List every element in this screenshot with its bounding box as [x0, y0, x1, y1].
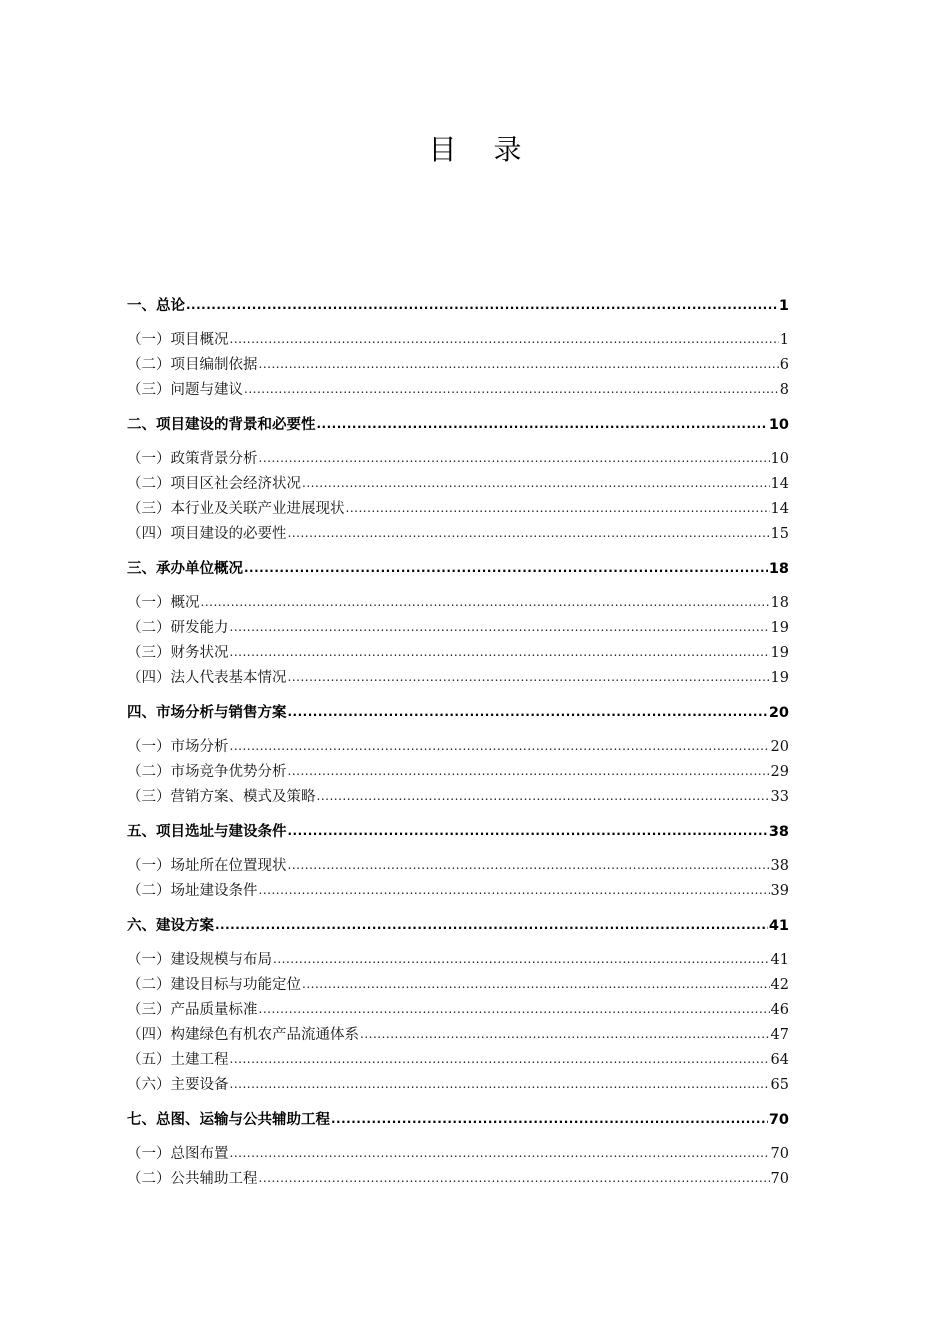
toc-leader-dots: [288, 865, 770, 880]
toc-section-label: （二）研发能力: [127, 620, 229, 636]
toc-section-entry[interactable]: [127, 472, 789, 497]
toc-leader-dots: [346, 508, 770, 523]
toc-section-label: （一）市场分析: [127, 739, 229, 755]
toc-page-number: 41: [768, 918, 789, 934]
toc-leader-dots: [360, 1034, 770, 1049]
toc-leader-dots: [317, 796, 770, 811]
toc-chapter-label: 五、项目选址与建设条件: [127, 824, 287, 840]
toc-page-number: 70: [770, 1146, 789, 1162]
toc-leader-dots: [259, 890, 770, 905]
toc-section-entry[interactable]: [127, 328, 789, 353]
toc-chapter-entry[interactable]: [127, 914, 789, 938]
toc-section-label: （五）土建工程: [127, 1052, 229, 1068]
toc-section-label: （六）主要设备: [127, 1077, 229, 1093]
toc-section-label: （三）问题与建议: [127, 382, 243, 398]
toc-page-number: 20: [770, 739, 789, 755]
toc-section-entry[interactable]: [127, 591, 789, 616]
toc-leader-dots: [259, 458, 770, 473]
toc-chapter-label: 四、市场分析与销售方案: [127, 705, 287, 721]
toc-chapter-label: 六、建设方案: [127, 918, 214, 934]
toc-page-number: 38: [770, 858, 789, 874]
toc-page-number: 1: [779, 332, 789, 348]
toc-section-entry[interactable]: [127, 378, 789, 403]
toc-section-label: （一）概况: [127, 595, 200, 611]
toc-page-number: 15: [770, 526, 789, 542]
toc-leader-dots: [244, 389, 779, 404]
toc-section-entry[interactable]: [127, 998, 789, 1023]
toc-page-number: 10: [768, 417, 789, 433]
toc-chapter-entry[interactable]: [127, 413, 789, 437]
page-title: 目 录: [428, 133, 536, 166]
toc-section-entry[interactable]: [127, 666, 789, 691]
toc-leader-dots: [230, 1059, 770, 1074]
toc-page-number: 64: [770, 1052, 789, 1068]
toc-section-entry[interactable]: [127, 1142, 789, 1167]
toc-section-entry[interactable]: [127, 641, 789, 666]
toc-page-number: 65: [770, 1077, 789, 1093]
toc-page-number: 42: [770, 977, 789, 993]
toc-leader-dots: [244, 567, 768, 582]
toc-chapter-entry[interactable]: [127, 1108, 789, 1132]
toc-section-label: （四）项目建设的必要性: [127, 526, 287, 542]
toc-chapter-label: 二、项目建设的背景和必要性: [127, 417, 316, 433]
toc-section-entry[interactable]: [127, 948, 789, 973]
toc-chapter-label: 七、总图、运输与公共辅助工程: [127, 1112, 330, 1128]
toc-leader-dots: [186, 304, 778, 319]
toc-leader-dots: [259, 1178, 770, 1193]
toc-page-number: 20: [768, 705, 789, 721]
toc-section-entry[interactable]: [127, 353, 789, 378]
toc-chapter-entry[interactable]: [127, 294, 789, 318]
toc-page-number: 70: [770, 1171, 789, 1187]
toc-leader-dots: [288, 771, 770, 786]
toc-section-label: （三）营销方案、模式及策略: [127, 789, 316, 805]
toc-page-number: 38: [768, 824, 789, 840]
toc-leader-dots: [230, 652, 770, 667]
toc-section-label: （二）场址建设条件: [127, 883, 258, 899]
toc-leader-dots: [288, 533, 770, 548]
toc-section-entry[interactable]: [127, 735, 789, 760]
toc-leader-dots: [288, 830, 768, 845]
toc-leader-dots: [317, 423, 768, 438]
toc-section-label: （四）构建绿色有机农产品流通体系: [127, 1027, 359, 1043]
toc-section-entry[interactable]: [127, 879, 789, 904]
toc-leader-dots: [230, 1153, 770, 1168]
toc-section-entry[interactable]: [127, 854, 789, 879]
toc-leader-dots: [288, 677, 770, 692]
toc-leader-dots: [259, 364, 779, 379]
toc-section-label: （三）产品质量标准: [127, 1002, 258, 1018]
toc-section-label: （二）项目编制依据: [127, 357, 258, 373]
toc-section-label: （二）公共辅助工程: [127, 1171, 258, 1187]
toc-section-label: （四）法人代表基本情况: [127, 670, 287, 686]
toc-section-entry[interactable]: [127, 1048, 789, 1073]
toc-section-entry[interactable]: [127, 973, 789, 998]
toc-page-number: 47: [770, 1027, 789, 1043]
toc-page-number: 19: [770, 620, 789, 636]
toc-page-number: 10: [770, 451, 789, 467]
toc-page-number: 14: [770, 476, 789, 492]
toc-section-entry[interactable]: [127, 522, 789, 547]
toc-leader-dots: [331, 1118, 768, 1133]
toc-chapter-entry[interactable]: [127, 820, 789, 844]
toc-page-number: 46: [770, 1002, 789, 1018]
toc-section-entry[interactable]: [127, 760, 789, 785]
toc-page-number: 8: [779, 382, 789, 398]
toc-leader-dots: [302, 984, 770, 999]
toc-leader-dots: [230, 339, 779, 354]
toc-section-entry[interactable]: [127, 1073, 789, 1098]
toc-section-label: （一）场址所在位置现状: [127, 858, 287, 874]
toc-page-number: 39: [770, 883, 789, 899]
toc-chapter-label: 一、总论: [127, 298, 185, 314]
toc-leader-dots: [230, 1084, 770, 1099]
toc-chapter-entry[interactable]: [127, 701, 789, 725]
toc-section-entry[interactable]: [127, 785, 789, 810]
toc-leader-dots: [259, 1009, 770, 1024]
toc-leader-dots: [230, 746, 770, 761]
toc-leader-dots: [273, 959, 770, 974]
toc-page-number: 18: [768, 561, 789, 577]
toc-section-entry[interactable]: [127, 1167, 789, 1192]
toc-section-entry[interactable]: [127, 447, 789, 472]
toc-page-number: 41: [770, 952, 789, 968]
toc-section-entry[interactable]: [127, 1023, 789, 1048]
toc-page-number: 29: [770, 764, 789, 780]
toc-page-number: 1: [778, 298, 789, 314]
toc-page-number: 19: [770, 670, 789, 686]
toc-page-number: 6: [779, 357, 789, 373]
toc-section-label: （一）政策背景分析: [127, 451, 258, 467]
toc-page-number: 70: [768, 1112, 789, 1128]
toc-leader-dots: [215, 924, 768, 939]
toc-chapter-label: 三、承办单位概况: [127, 561, 243, 577]
toc-chapter-entry[interactable]: [127, 557, 789, 581]
toc-section-entry[interactable]: [127, 497, 789, 522]
toc-leader-dots: [230, 627, 770, 642]
toc-section-label: （一）总图布置: [127, 1146, 229, 1162]
table-of-contents: [127, 294, 789, 1192]
toc-section-entry[interactable]: [127, 616, 789, 641]
toc-leader-dots: [288, 711, 768, 726]
toc-leader-dots: [302, 483, 770, 498]
toc-section-label: （二）项目区社会经济状况: [127, 476, 301, 492]
toc-page-number: 19: [770, 645, 789, 661]
toc-section-label: （三）财务状况: [127, 645, 229, 661]
toc-page-number: 14: [770, 501, 789, 517]
toc-page-number: 18: [770, 595, 789, 611]
toc-page-number: 33: [770, 789, 789, 805]
toc-section-label: （一）项目概况: [127, 332, 229, 348]
toc-section-label: （二）市场竞争优势分析: [127, 764, 287, 780]
toc-section-label: （三）本行业及关联产业进展现状: [127, 501, 345, 517]
toc-leader-dots: [201, 602, 770, 617]
toc-section-label: （一）建设规模与布局: [127, 952, 272, 968]
toc-section-label: （二）建设目标与功能定位: [127, 977, 301, 993]
